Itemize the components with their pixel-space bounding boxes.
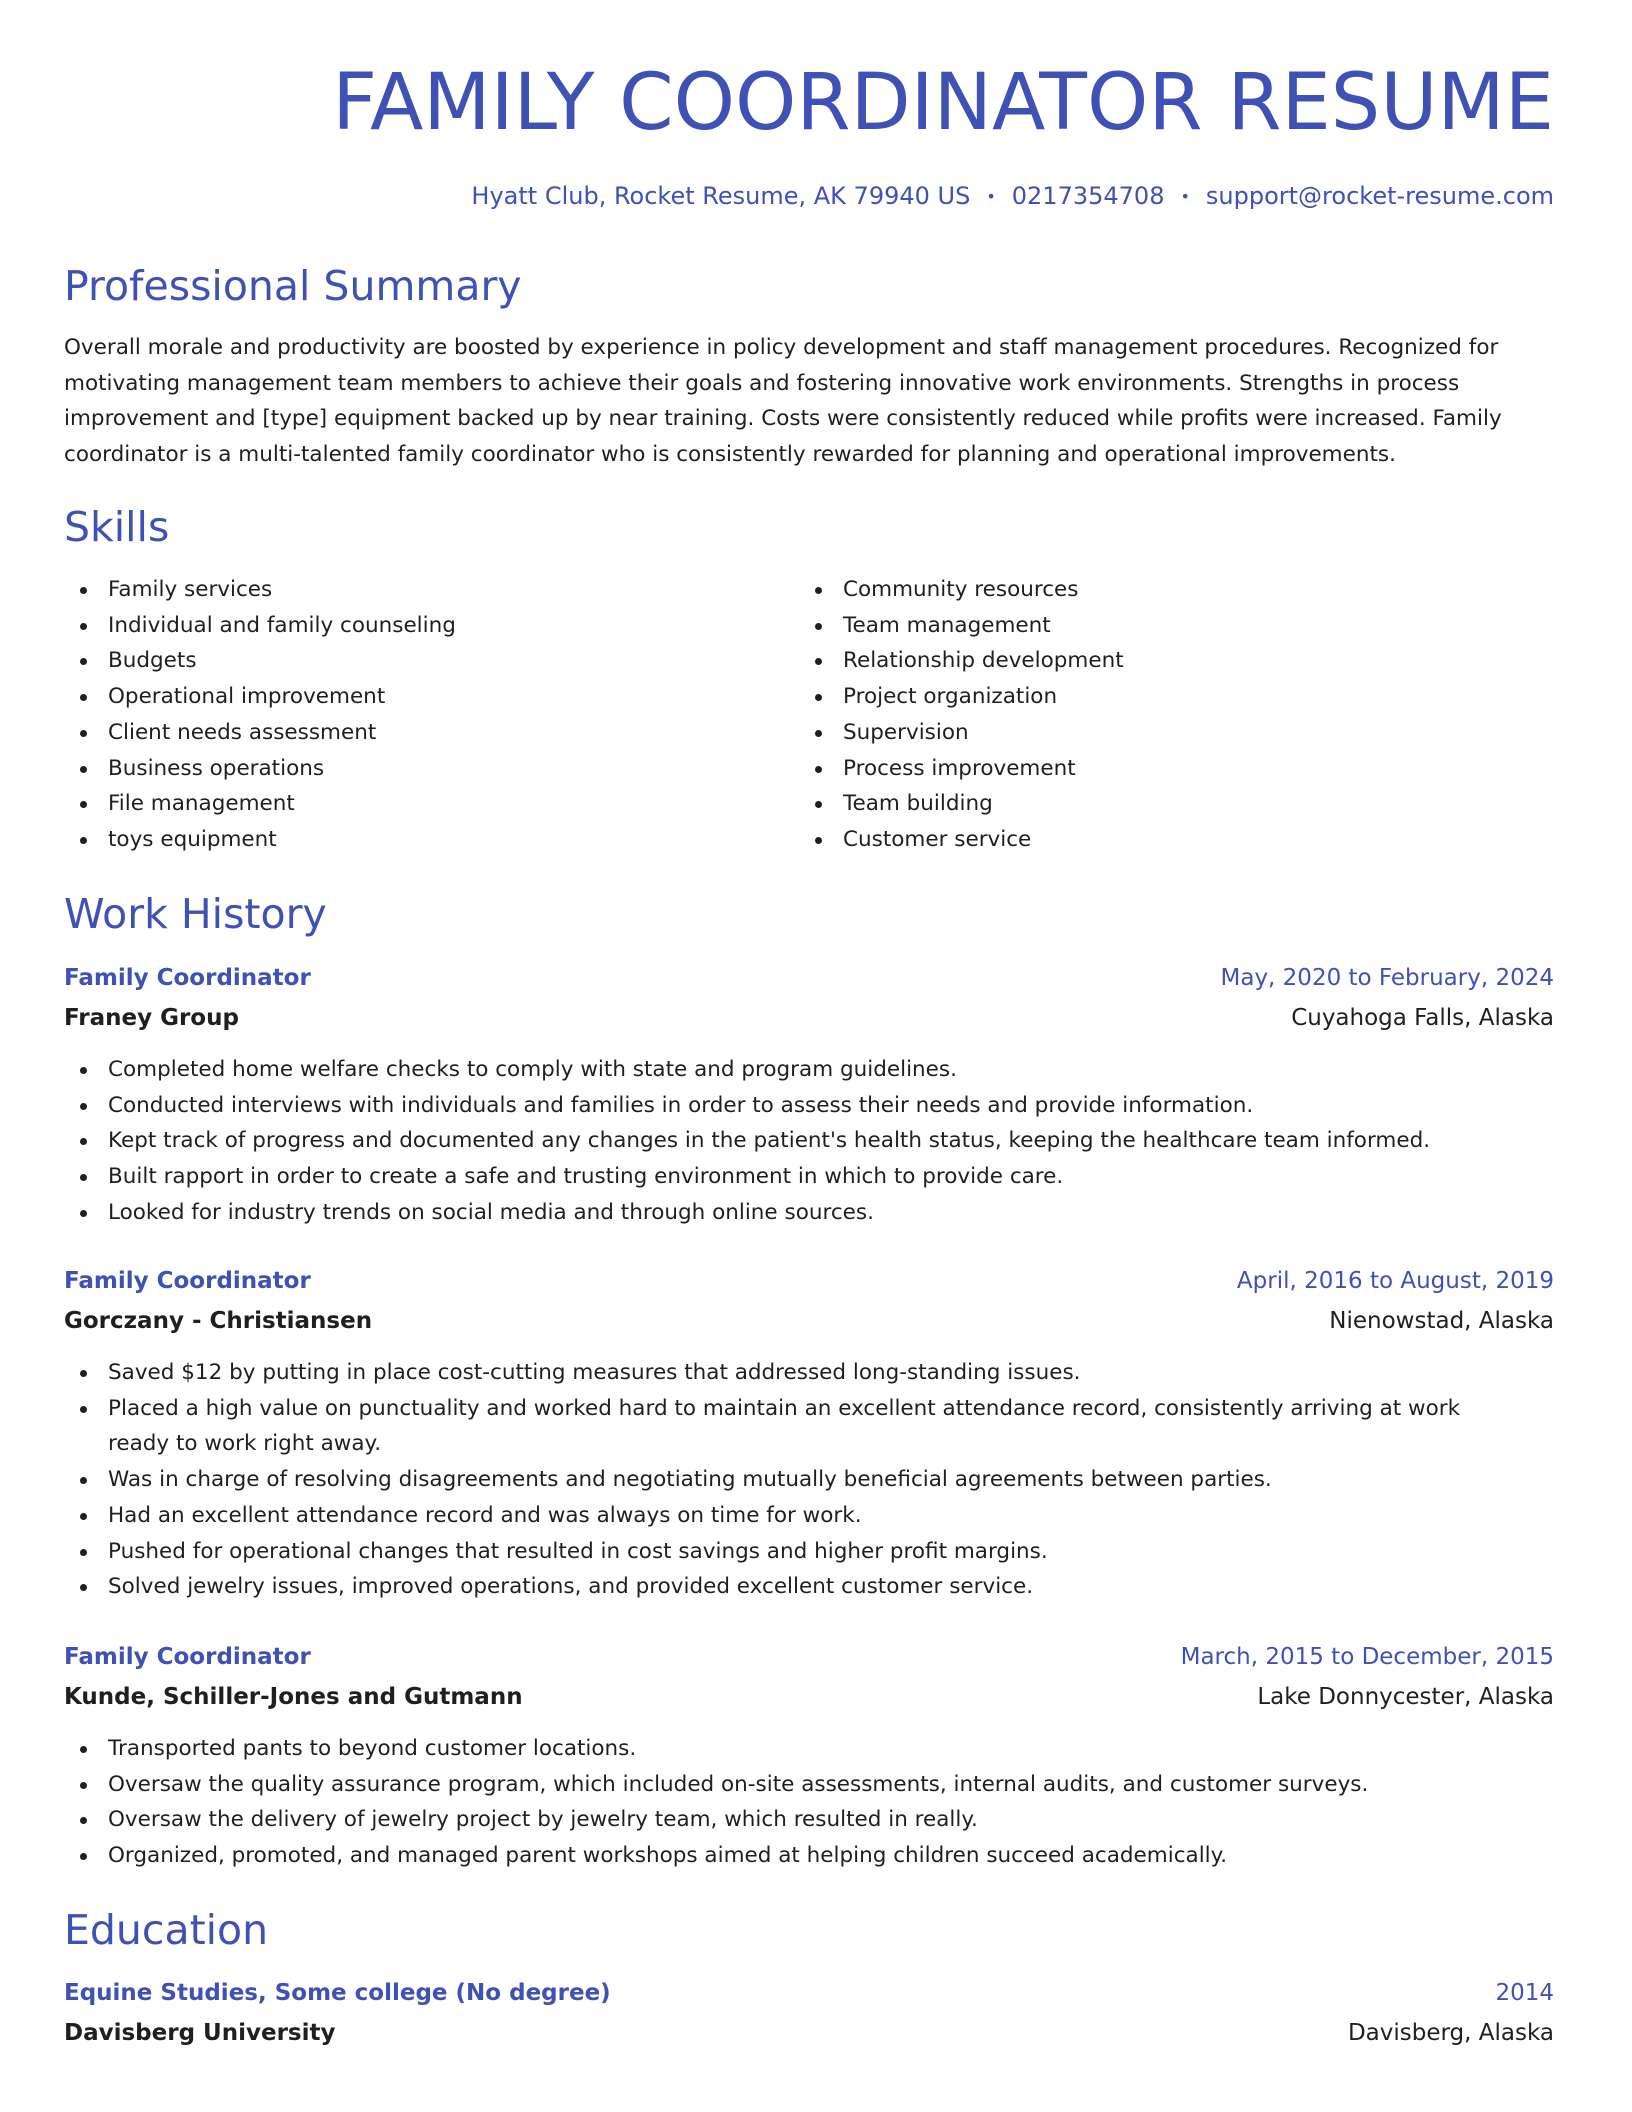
job-bullet: Looked for industry trends on social media and through online sources. — [64, 1195, 1554, 1231]
education-year: 2014 — [1495, 1980, 1554, 2006]
skill-item: Operational improvement — [64, 679, 764, 715]
job-bullet: Transported pants to beyond customer locations. — [64, 1731, 1554, 1767]
contact-line — [471, 176, 1554, 217]
skill-item: Customer service — [799, 822, 1499, 858]
education-degree-row — [64, 1973, 1554, 2013]
job-company: Franey Group — [64, 1005, 239, 1031]
skill-item: Project organization — [799, 679, 1499, 715]
job-bullet: Placed a high value on punctuality and worked hard to maintain an excellent attendance record, consistently arriving at work ready to work right away. — [64, 1391, 1554, 1462]
skill-item: Community resources — [799, 572, 1499, 608]
education-school: Davisberg University — [64, 2020, 336, 2046]
education-location: Davisberg, Alaska — [1347, 2020, 1554, 2046]
job-company-row — [64, 1301, 1554, 1341]
job-company: Kunde, Schiller-Jones and Gutmann — [64, 1684, 523, 1710]
work-history-heading: Work History — [64, 890, 327, 938]
job-bullet: Oversaw the quality assurance program, which included on-site assessments, internal audits, and customer surveys. — [64, 1767, 1554, 1803]
summary-heading: Professional Summary — [64, 262, 522, 310]
education-heading: Education — [64, 1906, 269, 1954]
skill-item: Team management — [799, 608, 1499, 644]
job-title: Family Coordinator — [64, 1268, 311, 1294]
job-dates: March, 2015 to December, 2015 — [1180, 1644, 1554, 1670]
skill-item: Family services — [64, 572, 764, 608]
skills-heading: Skills — [64, 503, 170, 551]
skill-item: Client needs assessment — [64, 715, 764, 751]
job-location: Nienowstad, Alaska — [1329, 1308, 1554, 1334]
education-degree: Equine Studies, Some college (No degree) — [64, 1980, 611, 2006]
contact-separator: • — [1180, 187, 1190, 206]
job-dates: April, 2016 to August, 2019 — [1236, 1268, 1554, 1294]
job-location: Cuyahoga Falls, Alaska — [1291, 1005, 1554, 1031]
job-bullets — [64, 1052, 1554, 1231]
job-bullet: Was in charge of resolving disagreements and negotiating mutually beneficial agreements between parties. — [64, 1462, 1554, 1498]
job-bullet: Oversaw the delivery of jewelry project by jewelry team, which resulted in really. — [64, 1802, 1554, 1838]
job-bullet: Built rapport in order to create a safe and trusting environment in which to provide care. — [64, 1159, 1554, 1195]
contact-separator: • — [986, 187, 996, 206]
skill-item: Relationship development — [799, 643, 1499, 679]
skill-item: Team building — [799, 786, 1499, 822]
skills-list-left — [64, 572, 764, 858]
job-bullet: Completed home welfare checks to comply with state and program guidelines. — [64, 1052, 1554, 1088]
job-bullets — [64, 1355, 1554, 1605]
job-title-row — [64, 1261, 1554, 1301]
job-title: Family Coordinator — [64, 965, 311, 991]
contact-address: Hyatt Club, Rocket Resume, AK 79940 US — [471, 182, 971, 210]
job-company-row — [64, 1677, 1554, 1717]
job-bullet: Pushed for operational changes that resulted in cost savings and higher profit margins. — [64, 1534, 1554, 1570]
resume-title: FAMILY COORDINATOR RESUME — [332, 58, 1554, 148]
job-company: Gorczany - Christiansen — [64, 1308, 373, 1334]
job-company-row — [64, 998, 1554, 1038]
contact-phone: 0217354708 — [1011, 182, 1165, 210]
job-title-row — [64, 958, 1554, 998]
job-bullet: Conducted interviews with individuals and families in order to assess their needs and provide information. — [64, 1088, 1554, 1124]
skills-list-right — [799, 572, 1499, 858]
skill-item: Process improvement — [799, 751, 1499, 787]
skill-item: Budgets — [64, 643, 764, 679]
job-location: Lake Donnycester, Alaska — [1257, 1684, 1554, 1710]
education-school-row — [64, 2013, 1554, 2053]
education-entry — [64, 1973, 1554, 2053]
job-title: Family Coordinator — [64, 1644, 311, 1670]
job-dates: May, 2020 to February, 2024 — [1220, 965, 1554, 991]
job-bullet: Had an excellent attendance record and was always on time for work. — [64, 1498, 1554, 1534]
skill-item: Individual and family counseling — [64, 608, 764, 644]
job-bullet-list — [64, 1052, 1554, 1231]
skill-item: Business operations — [64, 751, 764, 787]
contact-email: support@rocket-resume.com — [1205, 182, 1554, 210]
job-bullet: Saved $12 by putting in place cost-cutting measures that addressed long-standing issues. — [64, 1355, 1554, 1391]
job-bullet: Solved jewelry issues, improved operations, and provided excellent customer service. — [64, 1569, 1554, 1605]
job-entry-header — [64, 1261, 1554, 1341]
job-bullet: Organized, promoted, and managed parent workshops aimed at helping children succeed academically. — [64, 1838, 1554, 1874]
skill-item: File management — [64, 786, 764, 822]
skill-item: Supervision — [799, 715, 1499, 751]
job-title-row — [64, 1637, 1554, 1677]
skill-item: toys equipment — [64, 822, 764, 858]
summary-text: Overall morale and productivity are boosted by experience in policy development and staff management procedures. Recognized for motivating management team members to achieve their goals and fostering innovative work environments. Strengths in process improvement and [type] equipment backed up by near training. Costs were consistently reduced while profits were increased. Family coordinator is a multi-talented family coordinator who is consistently rewarded for planning and operational improvements. — [64, 335, 1502, 468]
job-bullets — [64, 1731, 1554, 1874]
skills-column-left — [64, 572, 764, 858]
skills-column-right — [799, 572, 1499, 858]
job-bullet-list — [64, 1355, 1554, 1605]
job-bullet: Kept track of progress and documented any changes in the patient's health status, keeping the healthcare team informed. — [64, 1123, 1554, 1159]
job-bullet-list — [64, 1731, 1554, 1874]
job-entry-header — [64, 958, 1554, 1038]
job-entry-header — [64, 1637, 1554, 1717]
